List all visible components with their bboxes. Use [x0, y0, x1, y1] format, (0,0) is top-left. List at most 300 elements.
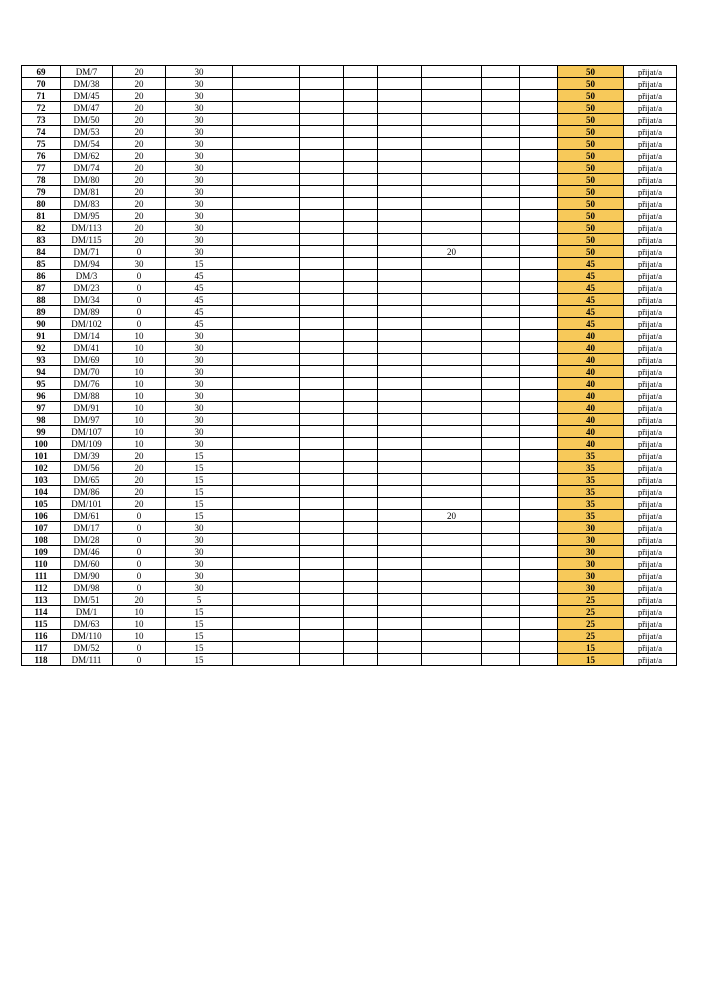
score-6-cell: [378, 522, 422, 534]
applicant-code-cell: DM/46: [61, 546, 113, 558]
total-score-cell: 25: [558, 630, 624, 642]
score-5-cell: [344, 450, 378, 462]
score-8-cell: [482, 222, 520, 234]
total-score-cell: 50: [558, 186, 624, 198]
score-2-cell: 30: [166, 162, 233, 174]
applicant-code-cell: DM/88: [61, 390, 113, 402]
applicant-code-cell: DM/3: [61, 270, 113, 282]
score-4-cell: [300, 102, 344, 114]
score-5-cell: [344, 510, 378, 522]
total-score-cell: 50: [558, 102, 624, 114]
table-row: [22, 414, 677, 426]
applicant-code-cell: DM/90: [61, 570, 113, 582]
score-1-cell: 20: [113, 174, 166, 186]
score-5-cell: [344, 126, 378, 138]
score-6-cell: [378, 102, 422, 114]
applicant-code-cell: DM/70: [61, 366, 113, 378]
score-9-cell: [520, 90, 558, 102]
score-4-cell: [300, 366, 344, 378]
score-7-cell: [422, 438, 482, 450]
total-score-cell: 45: [558, 318, 624, 330]
rank-cell: 116: [22, 630, 61, 642]
score-3-cell: [233, 174, 300, 186]
score-6-cell: [378, 150, 422, 162]
score-5-cell: [344, 210, 378, 222]
status-cell: přijat/a: [624, 222, 677, 234]
status-cell: přijat/a: [624, 330, 677, 342]
score-9-cell: [520, 654, 558, 666]
score-7-cell: [422, 138, 482, 150]
score-4-cell: [300, 174, 344, 186]
status-cell: přijat/a: [624, 390, 677, 402]
score-9-cell: [520, 414, 558, 426]
score-4-cell: [300, 618, 344, 630]
score-3-cell: [233, 402, 300, 414]
score-3-cell: [233, 486, 300, 498]
rank-cell: 76: [22, 150, 61, 162]
rank-cell: 72: [22, 102, 61, 114]
score-6-cell: [378, 642, 422, 654]
total-score-cell: 35: [558, 450, 624, 462]
applicant-code-cell: DM/65: [61, 474, 113, 486]
score-5-cell: [344, 354, 378, 366]
score-5-cell: [344, 534, 378, 546]
status-cell: přijat/a: [624, 570, 677, 582]
total-score-cell: 40: [558, 402, 624, 414]
score-2-cell: 15: [166, 630, 233, 642]
rank-cell: 70: [22, 78, 61, 90]
score-6-cell: [378, 270, 422, 282]
score-7-cell: 20: [422, 510, 482, 522]
score-8-cell: [482, 582, 520, 594]
score-7-cell: [422, 66, 482, 78]
score-9-cell: [520, 474, 558, 486]
score-6-cell: [378, 606, 422, 618]
score-1-cell: 20: [113, 450, 166, 462]
score-4-cell: [300, 66, 344, 78]
score-9-cell: [520, 330, 558, 342]
score-1-cell: 20: [113, 474, 166, 486]
score-7-cell: [422, 462, 482, 474]
total-score-cell: 30: [558, 570, 624, 582]
score-5-cell: [344, 270, 378, 282]
score-3-cell: [233, 282, 300, 294]
score-8-cell: [482, 546, 520, 558]
score-8-cell: [482, 606, 520, 618]
score-9-cell: [520, 426, 558, 438]
score-9-cell: [520, 630, 558, 642]
score-3-cell: [233, 378, 300, 390]
status-cell: přijat/a: [624, 474, 677, 486]
status-cell: přijat/a: [624, 486, 677, 498]
rank-cell: 79: [22, 186, 61, 198]
score-4-cell: [300, 546, 344, 558]
score-4-cell: [300, 306, 344, 318]
score-8-cell: [482, 114, 520, 126]
score-6-cell: [378, 582, 422, 594]
total-score-cell: 25: [558, 594, 624, 606]
score-1-cell: 20: [113, 498, 166, 510]
score-2-cell: 30: [166, 66, 233, 78]
score-7-cell: [422, 378, 482, 390]
score-9-cell: [520, 498, 558, 510]
score-5-cell: [344, 414, 378, 426]
score-5-cell: [344, 498, 378, 510]
rank-cell: 107: [22, 522, 61, 534]
score-2-cell: 30: [166, 126, 233, 138]
results-table: [21, 65, 677, 666]
status-cell: přijat/a: [624, 558, 677, 570]
score-3-cell: [233, 630, 300, 642]
score-8-cell: [482, 198, 520, 210]
score-9-cell: [520, 306, 558, 318]
score-6-cell: [378, 618, 422, 630]
score-8-cell: [482, 246, 520, 258]
total-score-cell: 35: [558, 510, 624, 522]
score-6-cell: [378, 366, 422, 378]
score-6-cell: [378, 138, 422, 150]
score-7-cell: [422, 594, 482, 606]
score-6-cell: [378, 342, 422, 354]
score-2-cell: 30: [166, 102, 233, 114]
rank-cell: 102: [22, 462, 61, 474]
score-9-cell: [520, 450, 558, 462]
score-7-cell: [422, 426, 482, 438]
score-8-cell: [482, 210, 520, 222]
score-3-cell: [233, 198, 300, 210]
score-9-cell: [520, 102, 558, 114]
rank-cell: 117: [22, 642, 61, 654]
total-score-cell: 15: [558, 642, 624, 654]
score-8-cell: [482, 474, 520, 486]
table-row: [22, 198, 677, 210]
rank-cell: 74: [22, 126, 61, 138]
score-2-cell: 30: [166, 354, 233, 366]
rank-cell: 84: [22, 246, 61, 258]
total-score-cell: 50: [558, 150, 624, 162]
score-1-cell: 20: [113, 594, 166, 606]
rank-cell: 78: [22, 174, 61, 186]
table-row: [22, 510, 677, 522]
score-1-cell: 0: [113, 246, 166, 258]
score-1-cell: 20: [113, 210, 166, 222]
score-8-cell: [482, 618, 520, 630]
score-5-cell: [344, 258, 378, 270]
total-score-cell: 40: [558, 426, 624, 438]
score-6-cell: [378, 654, 422, 666]
status-cell: přijat/a: [624, 630, 677, 642]
score-4-cell: [300, 606, 344, 618]
score-6-cell: [378, 570, 422, 582]
score-6-cell: [378, 162, 422, 174]
score-4-cell: [300, 378, 344, 390]
score-6-cell: [378, 258, 422, 270]
table-row: [22, 594, 677, 606]
score-9-cell: [520, 78, 558, 90]
applicant-code-cell: DM/50: [61, 114, 113, 126]
score-4-cell: [300, 258, 344, 270]
score-3-cell: [233, 102, 300, 114]
table-row: [22, 138, 677, 150]
table-row: [22, 630, 677, 642]
rank-cell: 100: [22, 438, 61, 450]
score-5-cell: [344, 558, 378, 570]
score-3-cell: [233, 642, 300, 654]
score-1-cell: 0: [113, 270, 166, 282]
score-6-cell: [378, 438, 422, 450]
rank-cell: 73: [22, 114, 61, 126]
status-cell: přijat/a: [624, 354, 677, 366]
applicant-code-cell: DM/109: [61, 438, 113, 450]
table-row: [22, 306, 677, 318]
applicant-code-cell: DM/47: [61, 102, 113, 114]
total-score-cell: 45: [558, 306, 624, 318]
applicant-code-cell: DM/34: [61, 294, 113, 306]
score-1-cell: 30: [113, 258, 166, 270]
score-4-cell: [300, 246, 344, 258]
score-2-cell: 30: [166, 246, 233, 258]
score-2-cell: 30: [166, 582, 233, 594]
status-cell: přijat/a: [624, 66, 677, 78]
score-5-cell: [344, 102, 378, 114]
score-2-cell: 30: [166, 150, 233, 162]
score-4-cell: [300, 138, 344, 150]
score-8-cell: [482, 102, 520, 114]
status-cell: přijat/a: [624, 90, 677, 102]
applicant-code-cell: DM/54: [61, 138, 113, 150]
score-2-cell: 30: [166, 558, 233, 570]
score-4-cell: [300, 426, 344, 438]
score-5-cell: [344, 342, 378, 354]
score-1-cell: 0: [113, 510, 166, 522]
score-3-cell: [233, 498, 300, 510]
status-cell: přijat/a: [624, 318, 677, 330]
score-4-cell: [300, 294, 344, 306]
applicant-code-cell: DM/28: [61, 534, 113, 546]
score-8-cell: [482, 126, 520, 138]
table-row: [22, 318, 677, 330]
score-9-cell: [520, 222, 558, 234]
rank-cell: 103: [22, 474, 61, 486]
score-6-cell: [378, 126, 422, 138]
applicant-code-cell: DM/53: [61, 126, 113, 138]
applicant-code-cell: DM/89: [61, 306, 113, 318]
total-score-cell: 50: [558, 174, 624, 186]
rank-cell: 92: [22, 342, 61, 354]
total-score-cell: 45: [558, 258, 624, 270]
score-8-cell: [482, 642, 520, 654]
score-7-cell: [422, 114, 482, 126]
score-2-cell: 30: [166, 546, 233, 558]
score-9-cell: [520, 618, 558, 630]
score-6-cell: [378, 198, 422, 210]
score-8-cell: [482, 510, 520, 522]
score-7-cell: [422, 606, 482, 618]
score-1-cell: 0: [113, 546, 166, 558]
total-score-cell: 50: [558, 138, 624, 150]
score-9-cell: [520, 246, 558, 258]
score-2-cell: 30: [166, 570, 233, 582]
table-row: [22, 642, 677, 654]
table-row: [22, 330, 677, 342]
score-7-cell: [422, 210, 482, 222]
score-6-cell: [378, 450, 422, 462]
table-row: [22, 246, 677, 258]
status-cell: přijat/a: [624, 114, 677, 126]
score-7-cell: [422, 306, 482, 318]
rank-cell: 112: [22, 582, 61, 594]
score-5-cell: [344, 282, 378, 294]
score-4-cell: [300, 594, 344, 606]
score-4-cell: [300, 198, 344, 210]
score-2-cell: 15: [166, 498, 233, 510]
score-1-cell: 20: [113, 138, 166, 150]
score-1-cell: 10: [113, 330, 166, 342]
total-score-cell: 40: [558, 414, 624, 426]
score-1-cell: 0: [113, 642, 166, 654]
score-1-cell: 10: [113, 390, 166, 402]
score-9-cell: [520, 258, 558, 270]
score-4-cell: [300, 354, 344, 366]
total-score-cell: 50: [558, 246, 624, 258]
score-7-cell: [422, 546, 482, 558]
table-row: [22, 150, 677, 162]
table-row: [22, 522, 677, 534]
score-3-cell: [233, 594, 300, 606]
table-row: [22, 366, 677, 378]
score-2-cell: 15: [166, 654, 233, 666]
table-row: [22, 438, 677, 450]
status-cell: přijat/a: [624, 150, 677, 162]
score-3-cell: [233, 234, 300, 246]
rank-cell: 111: [22, 570, 61, 582]
score-1-cell: 20: [113, 222, 166, 234]
score-2-cell: 45: [166, 270, 233, 282]
score-6-cell: [378, 474, 422, 486]
status-cell: přijat/a: [624, 534, 677, 546]
applicant-code-cell: DM/98: [61, 582, 113, 594]
total-score-cell: 45: [558, 294, 624, 306]
score-8-cell: [482, 354, 520, 366]
score-4-cell: [300, 270, 344, 282]
table-row: [22, 570, 677, 582]
score-9-cell: [520, 354, 558, 366]
status-cell: přijat/a: [624, 642, 677, 654]
score-2-cell: 30: [166, 390, 233, 402]
score-4-cell: [300, 438, 344, 450]
applicant-code-cell: DM/69: [61, 354, 113, 366]
total-score-cell: 50: [558, 210, 624, 222]
score-6-cell: [378, 66, 422, 78]
score-7-cell: [422, 654, 482, 666]
applicant-code-cell: DM/83: [61, 198, 113, 210]
score-6-cell: [378, 222, 422, 234]
applicant-code-cell: DM/80: [61, 174, 113, 186]
score-3-cell: [233, 582, 300, 594]
score-9-cell: [520, 150, 558, 162]
score-3-cell: [233, 426, 300, 438]
score-8-cell: [482, 90, 520, 102]
score-9-cell: [520, 366, 558, 378]
score-8-cell: [482, 282, 520, 294]
status-cell: přijat/a: [624, 582, 677, 594]
score-8-cell: [482, 174, 520, 186]
table-row: [22, 210, 677, 222]
score-4-cell: [300, 570, 344, 582]
score-8-cell: [482, 390, 520, 402]
score-6-cell: [378, 498, 422, 510]
score-9-cell: [520, 114, 558, 126]
score-8-cell: [482, 78, 520, 90]
score-4-cell: [300, 402, 344, 414]
score-5-cell: [344, 630, 378, 642]
status-cell: přijat/a: [624, 270, 677, 282]
score-7-cell: [422, 630, 482, 642]
table-row: [22, 78, 677, 90]
score-5-cell: [344, 474, 378, 486]
score-5-cell: [344, 570, 378, 582]
score-8-cell: [482, 498, 520, 510]
score-9-cell: [520, 198, 558, 210]
rank-cell: 113: [22, 594, 61, 606]
score-5-cell: [344, 234, 378, 246]
status-cell: přijat/a: [624, 138, 677, 150]
score-3-cell: [233, 618, 300, 630]
score-4-cell: [300, 486, 344, 498]
score-8-cell: [482, 318, 520, 330]
status-cell: přijat/a: [624, 294, 677, 306]
total-score-cell: 35: [558, 462, 624, 474]
score-5-cell: [344, 294, 378, 306]
score-8-cell: [482, 558, 520, 570]
status-cell: přijat/a: [624, 414, 677, 426]
score-1-cell: 20: [113, 66, 166, 78]
score-7-cell: [422, 414, 482, 426]
score-2-cell: 30: [166, 342, 233, 354]
rank-cell: 104: [22, 486, 61, 498]
table-row: [22, 390, 677, 402]
score-9-cell: [520, 534, 558, 546]
applicant-code-cell: DM/14: [61, 330, 113, 342]
score-4-cell: [300, 450, 344, 462]
status-cell: přijat/a: [624, 234, 677, 246]
applicant-code-cell: DM/86: [61, 486, 113, 498]
total-score-cell: 35: [558, 474, 624, 486]
score-3-cell: [233, 570, 300, 582]
applicant-code-cell: DM/60: [61, 558, 113, 570]
total-score-cell: 50: [558, 114, 624, 126]
score-5-cell: [344, 114, 378, 126]
status-cell: přijat/a: [624, 162, 677, 174]
score-1-cell: 10: [113, 414, 166, 426]
total-score-cell: 40: [558, 366, 624, 378]
score-1-cell: 0: [113, 318, 166, 330]
score-3-cell: [233, 366, 300, 378]
score-5-cell: [344, 594, 378, 606]
status-cell: přijat/a: [624, 210, 677, 222]
score-2-cell: 30: [166, 234, 233, 246]
table-row: [22, 534, 677, 546]
score-3-cell: [233, 462, 300, 474]
rank-cell: 69: [22, 66, 61, 78]
score-7-cell: [422, 294, 482, 306]
table-row: [22, 162, 677, 174]
total-score-cell: 30: [558, 534, 624, 546]
rank-cell: 97: [22, 402, 61, 414]
score-4-cell: [300, 654, 344, 666]
score-1-cell: 0: [113, 570, 166, 582]
score-3-cell: [233, 66, 300, 78]
